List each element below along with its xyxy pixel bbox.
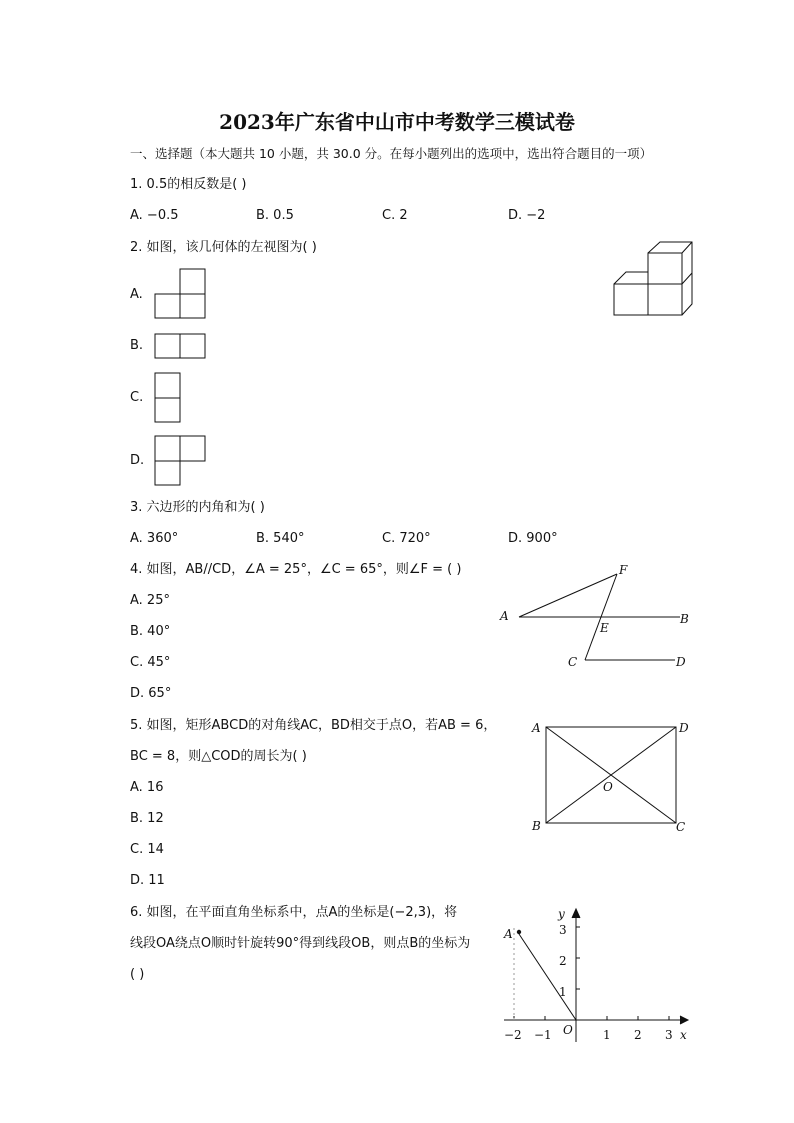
q6-tick-x3: 3 [665,1028,673,1042]
q2-option-d-figure [154,435,208,487]
q3-option-a: A. 360° [130,531,179,546]
q5-label-c: C [676,820,686,834]
q3-option-d: D. 900° [508,531,558,546]
q2-option-a-figure [154,268,208,320]
q4-label-a: A [500,609,509,623]
q6-tick-y2: 2 [559,954,567,968]
q6-stem-line2: 线段OA绕点O顺时针旋转90°得到线段OB，则点B的坐标为 [130,936,471,951]
q6-label-o: O [563,1023,573,1037]
q4-parallel-lines-figure [495,562,700,674]
q4-option-a: A. 25° [130,593,170,608]
q6-label-a: A [504,927,513,941]
q5-label-a: A [532,721,541,735]
q5-label-d: D [679,721,689,735]
q4-label-d: D [676,655,686,669]
q6-stem-line3: ( ) [130,967,145,982]
q2-option-c-figure [154,372,182,424]
q4-label-c: C [568,655,578,669]
q5-stem-line2: BC = 8，则△COD的周长为( ) [130,749,307,764]
q5-option-c: C. 14 [130,842,164,857]
q6-tick-y3: 3 [559,923,567,937]
q5-option-b: B. 12 [130,811,164,826]
q2-option-d-label: D. [130,453,145,468]
q5-option-a: A. 16 [130,780,164,795]
q2-option-b-label: B. [130,338,144,353]
q4-label-e: E [600,621,609,635]
paper-title: 2023年广东省中山市中考数学三模试卷 [219,110,575,134]
q2-option-b-figure [154,333,208,360]
q6-coordinate-figure [498,904,698,1049]
q3-option-b: B. 540° [256,531,305,546]
q4-label-f: F [619,563,628,577]
q1-option-a: A. −0.5 [130,208,179,223]
q2-option-a-label: A. [130,287,143,302]
q1-option-d: D. −2 [508,208,546,223]
q1-stem: 1. 0.5的相反数是( ) [130,177,247,192]
q5-label-o: O [603,780,613,794]
q4-option-b: B. 40° [130,624,171,639]
q6-tick-xm1: −1 [534,1028,552,1042]
q4-stem: 4. 如图，AB//CD，∠A = 25°，∠C = 65°，则∠F = ( ) [130,562,462,577]
q1-option-b: B. 0.5 [256,208,294,223]
q4-option-d: D. 65° [130,686,172,701]
q2-stem: 2. 如图，该几何体的左视图为( ) [130,240,317,255]
section-heading: 一、选择题（本大题共 10 小题，共 30.0 分。在每小题列出的选项中，选出符合题目的一项） [130,146,653,161]
q3-stem: 3. 六边形的内角和为( ) [130,500,265,515]
q6-stem-line1: 6. 如图，在平面直角坐标系中，点A的坐标是(−2,3)，将 [130,905,458,920]
q5-option-d: D. 11 [130,873,165,888]
q6-label-x: x [680,1028,687,1042]
q5-label-b: B [532,819,541,833]
q6-tick-x1: 1 [603,1028,611,1042]
q6-tick-xm2: −2 [504,1028,522,1042]
q6-tick-x2: 2 [634,1028,642,1042]
q2-option-c-label: C. [130,390,144,405]
q5-rectangle-figure [528,716,698,836]
q4-label-b: B [680,612,689,626]
q1-option-c: C. 2 [382,208,408,223]
q6-tick-y1: 1 [559,985,567,999]
q6-label-y: y [558,907,565,921]
q5-stem-line1: 5. 如图，矩形ABCD的对角线AC，BD相交于点O，若AB = 6， [130,718,497,733]
q2-solid-figure [612,240,692,318]
q4-option-c: C. 45° [130,655,171,670]
q3-option-c: C. 720° [382,531,431,546]
